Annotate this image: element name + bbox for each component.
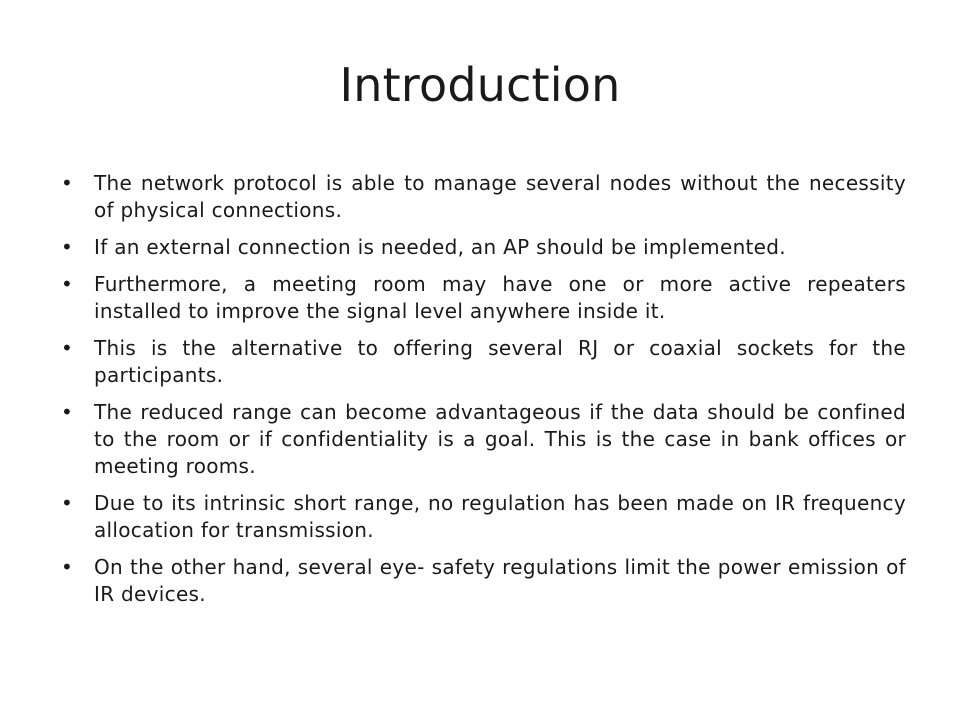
bullet-icon: •	[60, 171, 74, 195]
bullet-text: On the other hand, several eye- safety regulations limit the power emission of IR devices.	[94, 555, 906, 606]
bullet-icon: •	[60, 555, 74, 579]
bullet-text: If an external connection is needed, an AP should be implemented.	[94, 235, 786, 259]
bullet-icon: •	[60, 336, 74, 360]
bullet-item	[60, 335, 906, 389]
bullet-text: The network protocol is able to manage several nodes without the necessity of physical connections.	[94, 171, 906, 222]
bullet-list	[60, 170, 906, 618]
bullet-text: Furthermore, a meeting room may have one or more active repeaters installed to improve the signal level anywhere inside it.	[94, 272, 906, 323]
bullet-item	[60, 490, 906, 544]
bullet-text: The reduced range can become advantageous if the data should be confined to the room or if confidentiality is a goal. This is the case in bank offices or meeting rooms.	[94, 400, 906, 478]
bullet-item	[60, 399, 906, 480]
bullet-icon: •	[60, 400, 74, 424]
slide-title: Introduction	[339, 58, 621, 112]
bullet-icon: •	[60, 272, 74, 296]
bullet-icon: •	[60, 235, 74, 259]
bullet-item	[60, 234, 906, 261]
bullet-item	[60, 554, 906, 608]
bullet-icon: •	[60, 491, 74, 515]
bullet-text: This is the alternative to offering several RJ or coaxial sockets for the participants.	[94, 336, 906, 387]
bullet-text: Due to its intrinsic short range, no regulation has been made on IR frequency allocation for transmission.	[94, 491, 906, 542]
bullet-item	[60, 170, 906, 224]
bullet-item	[60, 271, 906, 325]
